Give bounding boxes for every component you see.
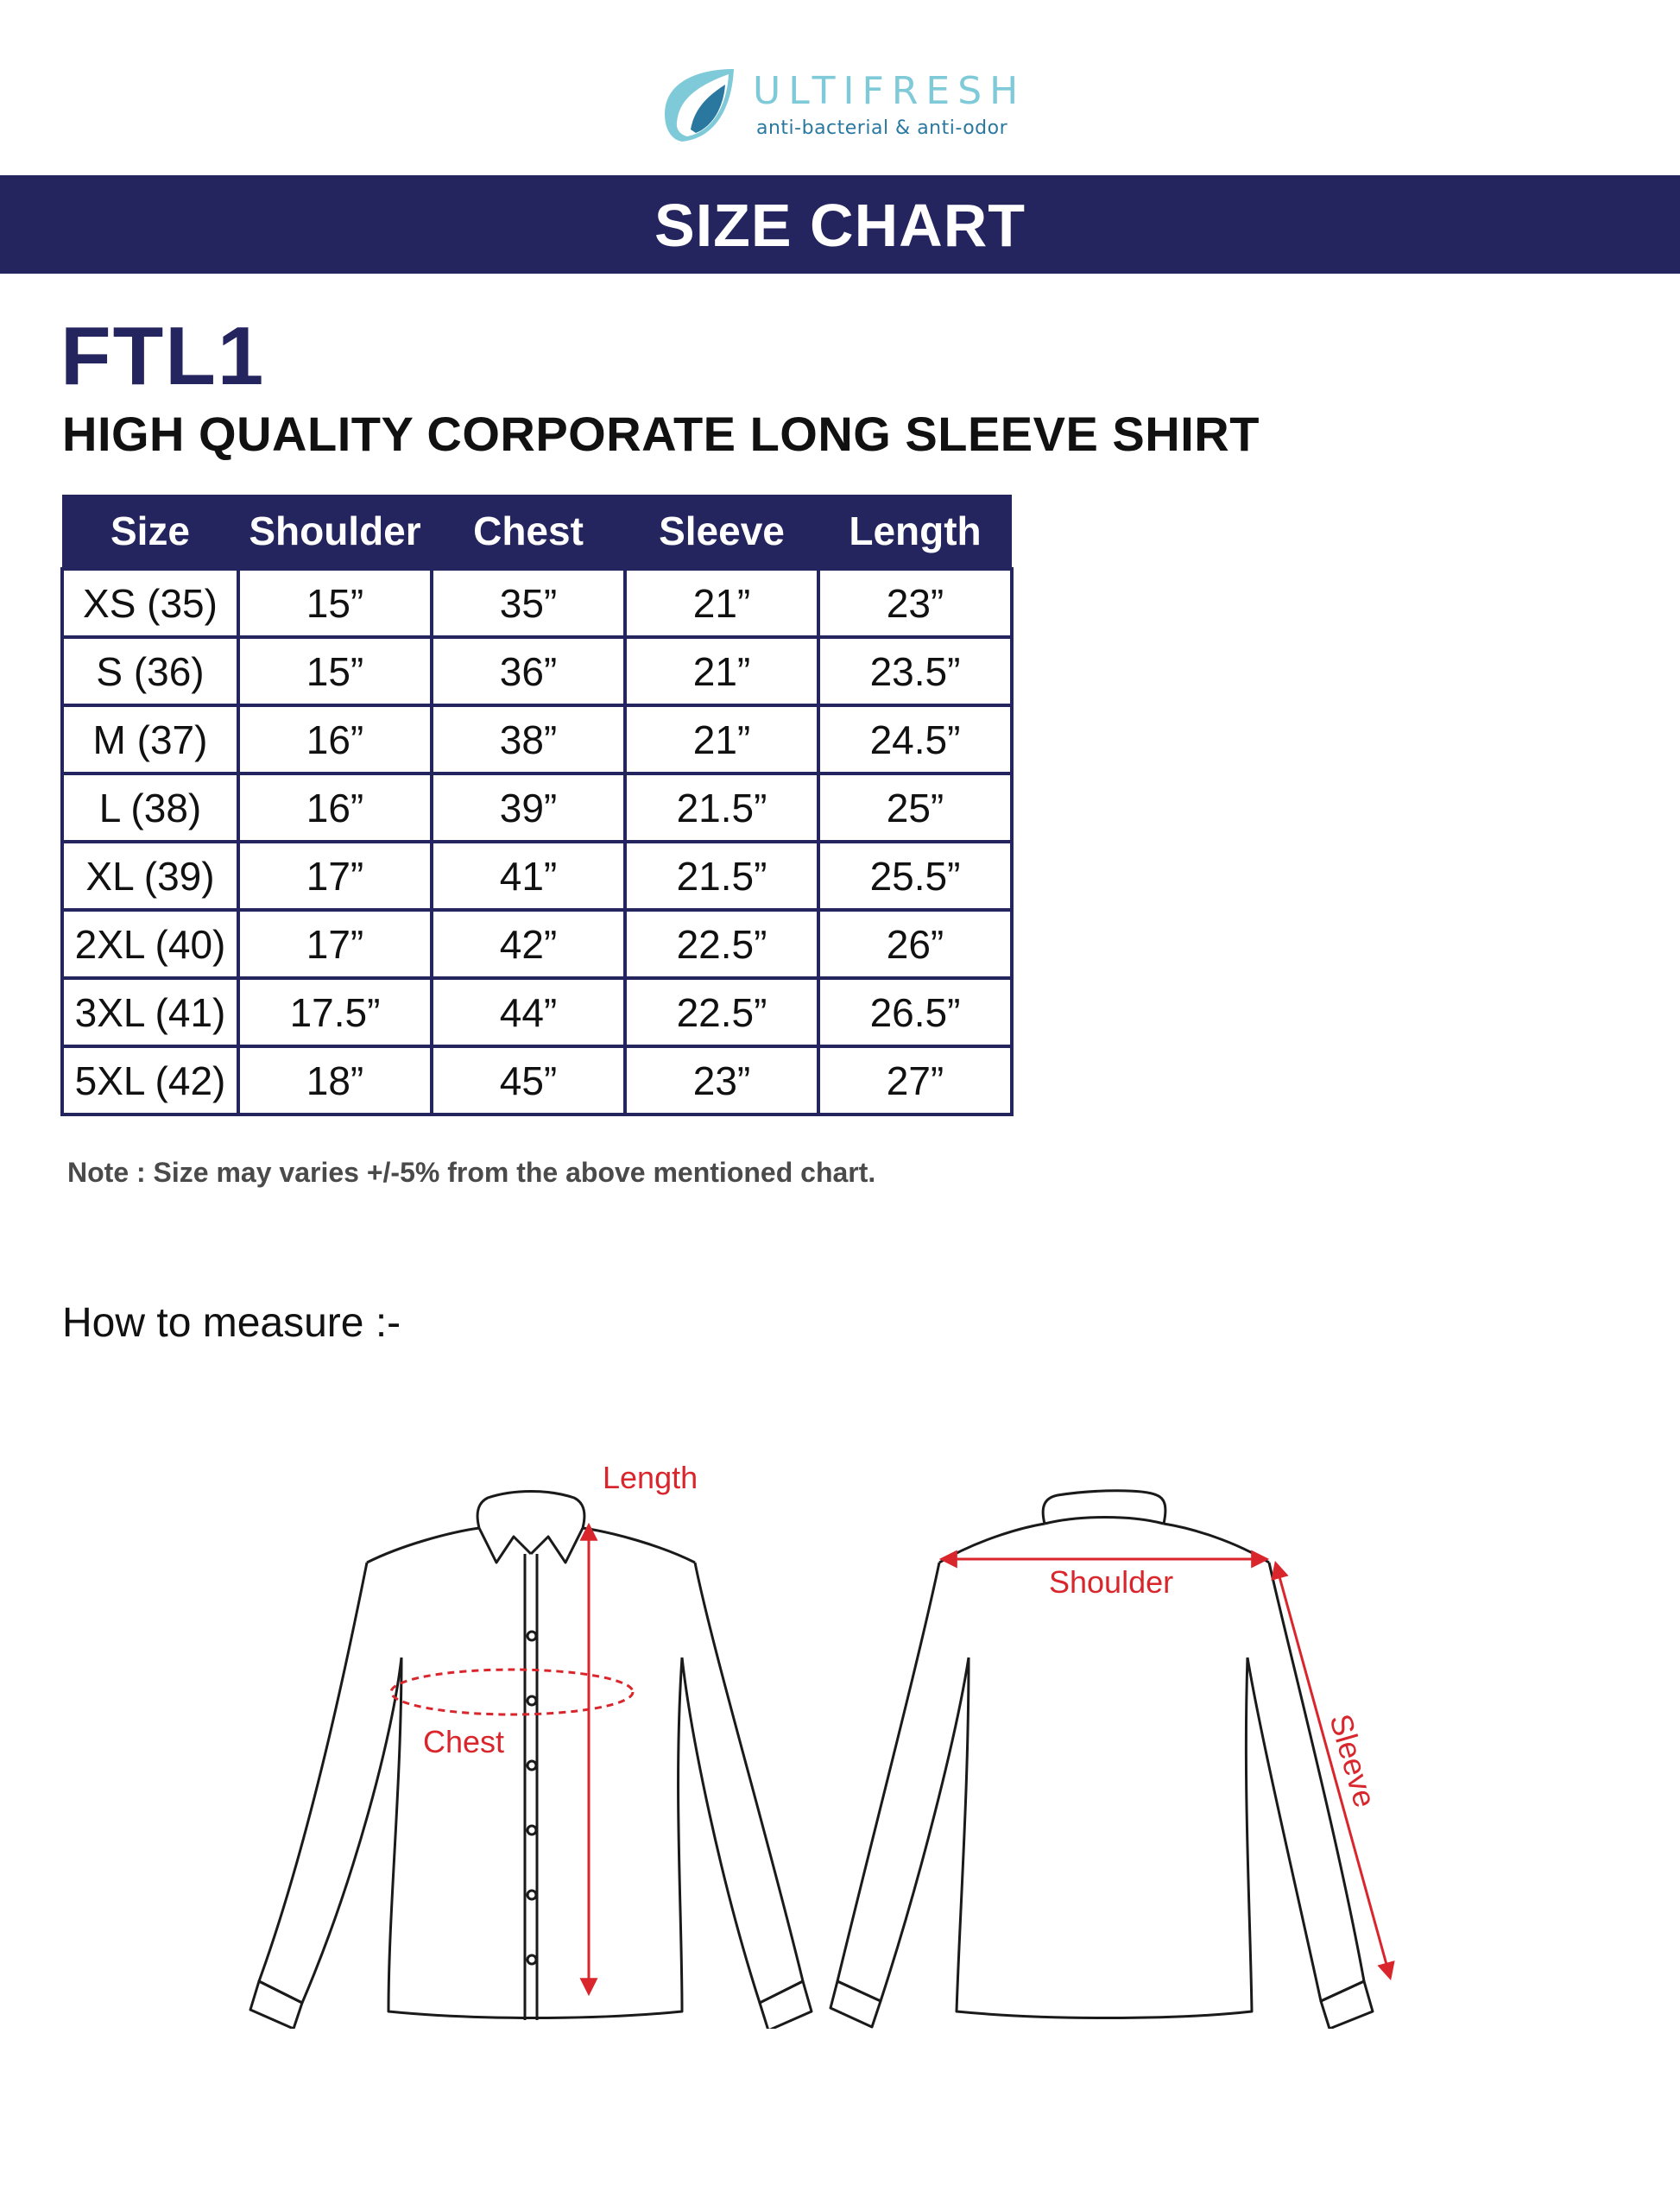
cell-chest: 45” [432,1046,625,1114]
brand-logo [656,62,1053,148]
cell-length: 25” [818,774,1012,842]
table-header-row [62,495,1012,569]
header-length: Length [818,495,1012,569]
header-sleeve: Sleeve [625,495,818,569]
cell-shoulder: 15” [238,569,432,637]
cell-shoulder: 16” [238,705,432,774]
cell-chest: 35” [432,569,625,637]
sleeve-label: Sleeve [1323,1709,1384,1812]
table-row [62,637,1012,705]
header-size: Size [62,495,238,569]
cell-length: 27” [818,1046,1012,1114]
cell-chest: 42” [432,910,625,978]
cell-length: 23” [818,569,1012,637]
length-label: Length [603,1460,698,1495]
cell-shoulder: 18” [238,1046,432,1114]
page-title: SIZE CHART [654,192,1026,259]
cell-sleeve: 21” [625,637,818,705]
table-row [62,1046,1012,1114]
cell-chest: 41” [432,842,625,910]
size-table [60,495,1014,1116]
cell-sleeve: 23” [625,1046,818,1114]
cell-size: M (37) [62,705,238,774]
product-code: FTL1 [60,310,266,402]
cell-chest: 38” [432,705,625,774]
table-row [62,978,1012,1046]
cell-size: 2XL (40) [62,910,238,978]
cell-sleeve: 21.5” [625,842,818,910]
cell-size: 3XL (41) [62,978,238,1046]
cell-sleeve: 22.5” [625,978,818,1046]
cell-size: 5XL (42) [62,1046,238,1114]
cell-length: 23.5” [818,637,1012,705]
cell-size: L (38) [62,774,238,842]
table-row [62,705,1012,774]
cell-shoulder: 16” [238,774,432,842]
measurement-diagram [216,1424,1442,2029]
title-banner [0,175,1680,274]
cell-size: XL (39) [62,842,238,910]
cell-shoulder: 15” [238,637,432,705]
cell-shoulder: 17.5” [238,978,432,1046]
table-row [62,910,1012,978]
cell-sleeve: 21” [625,569,818,637]
cell-length: 24.5” [818,705,1012,774]
size-note: Note : Size may varies +/-5% from the above mentioned chart. [67,1157,876,1188]
how-to-measure-heading: How to measure :- [62,1300,401,1346]
cell-size: S (36) [62,637,238,705]
table-row [62,569,1012,637]
cell-sleeve: 22.5” [625,910,818,978]
brand-name: ULTIFRESH [753,69,1026,113]
cell-shoulder: 17” [238,910,432,978]
cell-length: 26” [818,910,1012,978]
table-row [62,774,1012,842]
cell-shoulder: 17” [238,842,432,910]
cell-chest: 44” [432,978,625,1046]
cell-chest: 39” [432,774,625,842]
brand-tagline: anti-bacterial & anti-odor [756,117,1008,139]
table-row [62,842,1012,910]
cell-sleeve: 21.5” [625,774,818,842]
cell-sleeve: 21” [625,705,818,774]
cell-size: XS (35) [62,569,238,637]
shirt-front-illustration [250,1492,812,2030]
leaf-logo-icon [656,62,742,148]
header-chest: Chest [432,495,625,569]
header-shoulder: Shoulder [238,495,432,569]
cell-chest: 36” [432,637,625,705]
shoulder-label: Shoulder [1049,1564,1174,1600]
product-name: HIGH QUALITY CORPORATE LONG SLEEVE SHIRT [62,407,1260,461]
cell-length: 25.5” [818,842,1012,910]
chest-measure-line [391,1670,633,1714]
chest-label: Chest [423,1724,505,1759]
cell-length: 26.5” [818,978,1012,1046]
